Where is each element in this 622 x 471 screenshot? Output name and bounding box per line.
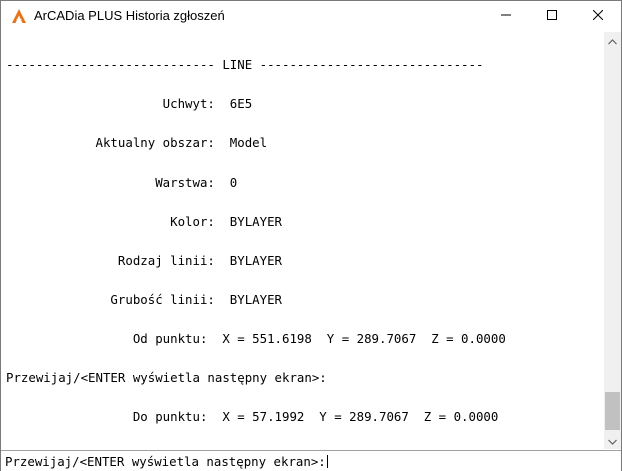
- maximize-icon: [547, 7, 557, 25]
- history-line: Uchwyt: 6E5: [6, 96, 253, 112]
- history-line: Kolor: BYLAYER: [6, 213, 283, 229]
- chevron-down-icon: [608, 432, 617, 450]
- history-line: Rodzaj linii: BYLAYER: [6, 252, 283, 268]
- close-button[interactable]: [575, 1, 621, 31]
- history-lines: [6, 32, 513, 449]
- history-line: Warstwa: 0: [6, 174, 238, 190]
- history-line: Do punktu: X = 57.1992 Y = 289.7067 Z = 0.0000: [6, 409, 499, 425]
- scroll-up-button[interactable]: [604, 32, 621, 49]
- history-line: Grubość linii: BYLAYER: [6, 291, 283, 307]
- arcadia-app-icon: [11, 8, 27, 24]
- history-line: Od punktu: X = 551.6198 Y = 289.7067 Z = 0.0000: [6, 331, 506, 347]
- history-line: ---------------------------- LINE ------------------------------: [6, 57, 484, 73]
- command-line[interactable]: [1, 450, 621, 471]
- window-title: ArCADia PLUS Historia zgłoszeń: [34, 8, 225, 23]
- close-icon: [593, 7, 603, 25]
- maximize-button[interactable]: [529, 1, 575, 31]
- command-prompt[interactable]: [5, 454, 328, 469]
- history-line: Przewijaj/<ENTER wyświetla następny ekran>:: [6, 370, 327, 386]
- scrollbar-thumb[interactable]: [605, 392, 620, 430]
- vertical-scrollbar[interactable]: [604, 32, 621, 449]
- chevron-up-icon: [608, 32, 617, 50]
- minimize-icon: [501, 7, 511, 25]
- command-prompt-text: Przewijaj/<ENTER wyświetla następny ekran>:: [5, 454, 326, 469]
- history-text-area[interactable]: [2, 32, 603, 449]
- title-bar[interactable]: [1, 1, 621, 31]
- minimize-button[interactable]: [483, 1, 529, 31]
- scroll-down-button[interactable]: [604, 432, 621, 449]
- text-caret: [327, 455, 328, 468]
- history-line: Aktualny obszar: Model: [6, 135, 268, 151]
